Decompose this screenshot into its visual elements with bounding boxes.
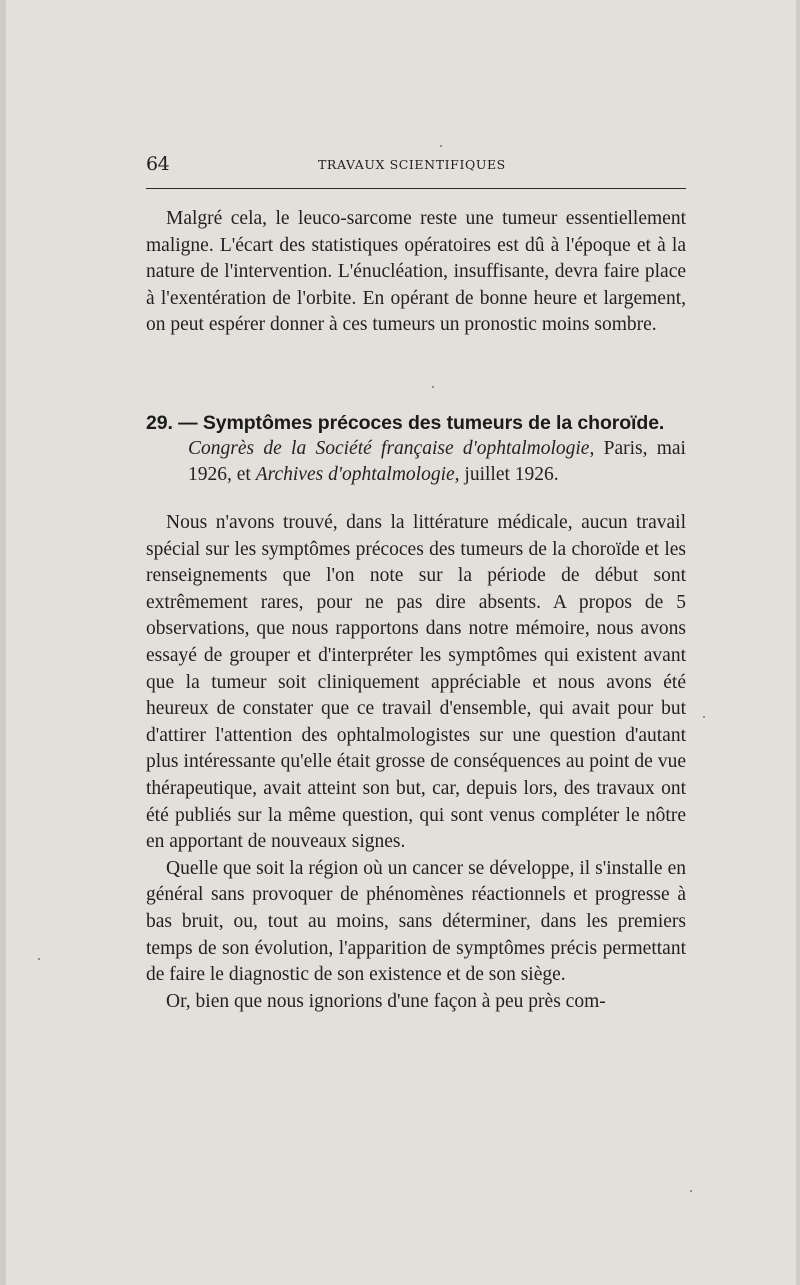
paper-speck (690, 1190, 692, 1192)
paper-speck (432, 386, 434, 388)
section-citation (146, 436, 686, 488)
citation-journal: Archives d'ophtalmologie (255, 464, 455, 485)
section-heading (146, 410, 686, 488)
section-title: Symptômes précoces des tumeurs de la choroïde. (202, 412, 665, 434)
body-paragraph-3: Or, bien que nous ignorions d'une façon à peu près com- (166, 990, 606, 1012)
section-number: 29. — (146, 412, 198, 434)
intro-paragraph: Malgré cela, le leuco-sarcome reste une tumeur essentiellement maligne. L'écart des statistiques opératoires est dû à l'époque et à la nature de l'intervention. L'énucléation, insuffisante, devra faire place à l'exentération de l'orbite. En opérant de bonne heure et largement, on peut espérer donner à ces tumeurs un pronostic moins sombre. (146, 208, 686, 336)
page-edge-right (796, 0, 800, 1285)
body-paragraph-2: Quelle que soit la région où un cancer se développe, il s'installe en général sans provoquer de phénomènes réactionnels et progresse à bas bruit, ou, tout au moins, sans déterminer, dans les premiers temps de son évolution, l'apparition de symptômes précis permettant de faire le diagnostic de son existence et de son siège. (146, 857, 686, 986)
page-edge-left (0, 0, 6, 1285)
running-title: TRAVAUX SCIENTIFIQUES (318, 157, 506, 172)
citation-place-date: , Paris, mai 1926, et (188, 438, 686, 485)
running-head (146, 153, 686, 177)
paper-speck (703, 716, 705, 718)
body-text (146, 510, 686, 1015)
page-number: 64 (146, 153, 170, 175)
section-title-line (146, 410, 686, 436)
paper-speck (38, 958, 40, 960)
citation-journal-date: , juillet 1926. (454, 464, 559, 485)
header-rule (146, 188, 686, 189)
paper-speck (440, 145, 442, 147)
body-paragraph-1: Nous n'avons trouvé, dans la littérature médicale, aucun travail spécial sur les symptômes précoces des tumeurs de la choroïde et les renseignements que l'on note sur la période de début sont extrêmement rares, pour ne pas dire absents. A propos de 5 observations, que nous rapportons dans notre mémoire, nous avons essayé de grouper et d'interpréter les symptômes qui existent avant que la tumeur soit cliniquement appréciable et nous avons été heureux de constater que ce travail d'ensemble, qui avait pour but d'attirer l'attention des ophtalmologistes sur une question d'autant plus intéressante qu'elle était grosse de conséquences au point de vue thérapeutique, avait atteint son but, car, depuis lors, des travaux ont été publiés sur la même question, qui sont venus compléter le nôtre en apportant de nouveaux signes. (146, 512, 686, 853)
intro-paragraph-block (146, 206, 686, 339)
citation-congress: Congrès de la Société française d'ophtalmologie (188, 438, 590, 459)
